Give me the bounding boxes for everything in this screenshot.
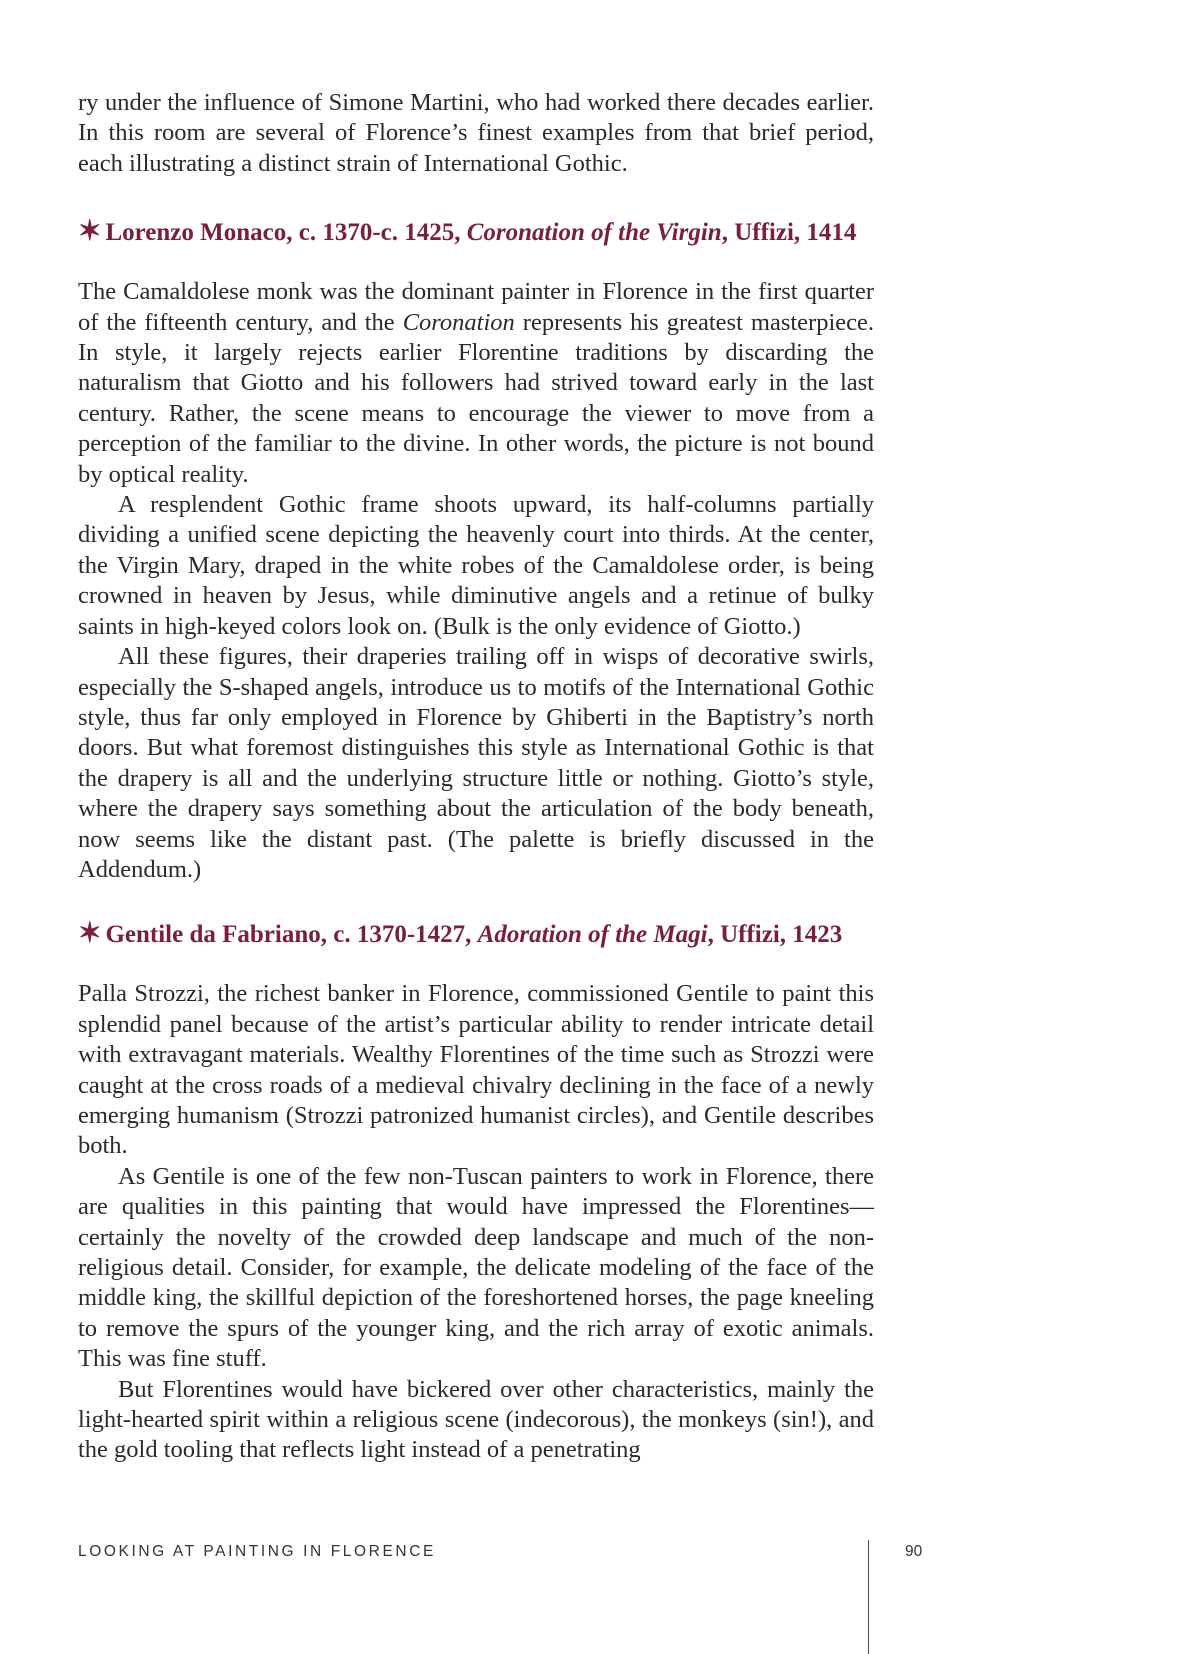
section-heading-gentile-da-fabriano (78, 919, 874, 950)
page-content (78, 88, 874, 1466)
running-footer-title: LOOKING AT PAINTING IN FLORENCE (78, 1543, 436, 1560)
heading-artwork-title: Adoration of the Magi (477, 921, 708, 949)
body-paragraph: As Gentile is one of the few non-Tuscan painters to work in Florence, there are qualities in this painting that would have impressed the Florentines—certainly the novelty of the crowded deep landscape and much of the non-religious detail. Consider, for example, the delicate modeling of the face of the middle king, the skillful depiction of the foreshortened horses, the page kneeling to remove the spurs of the younger king, and the rich array of exotic animals. This was fine stuff. (78, 1162, 874, 1373)
paragraph-text: The Camaldolese monk was the dominant painter in Florence in the first quarter of the fifteenth century, and the (78, 278, 874, 336)
page-number: 90 (905, 1543, 923, 1560)
body-paragraph: But Florentines would have bickered over other characteristics, mainly the light-hearted spirit within a religious scene (indecorous), the monkeys (sin!), and the gold tooling that reflects light instead of a penetrating (78, 1375, 874, 1464)
intro-paragraph: ry under the influence of Simone Martini, who had worked there decades earlier. In this room are several of Florence’s finest examples from that brief period, each illustrating a distinct strain of International Gothic. (78, 89, 874, 177)
paragraph-italic: Coronation (402, 308, 515, 336)
heading-artwork-title: Coronation of the Virgin (466, 219, 722, 247)
star-icon: ✶ (78, 918, 102, 950)
body-paragraph: Palla Strozzi, the richest banker in Florence, commissioned Gentile to paint this splendid panel because of the artist’s particular ability to render intricate detail with extravagant materials. Wealthy Florentines of the time such as Strozzi were caught at the cross roads of a medieval chivalry declining in the face of a newly emerging humanism (Strozzi patronized humanist circles), and Gentile describes both. (78, 980, 874, 1160)
heading-artist: Lorenzo Monaco, c. 1370-c. 1425, (105, 219, 461, 247)
heading-location-date: , Uffizi, 1414 (721, 219, 857, 247)
body-paragraph: All these figures, their draperies trailing off in wisps of decorative swirls, especially the S-shaped angels, introduce us to motifs of the International Gothic style, thus far only employed in Florence by Ghiberti in the Baptistry’s north doors. But what foremost distinguishes this style as International Gothic is that the drapery is all and the underlying structure little or nothing. Giotto’s style, where the drapery says something about the articulation of the body beneath, now seems like the distant past. (The palette is briefly discussed in the Addendum.) (78, 643, 874, 883)
section-heading-lorenzo-monaco (78, 217, 874, 248)
heading-location-date: , Uffizi, 1423 (707, 921, 843, 949)
star-icon: ✶ (78, 216, 102, 248)
body-paragraph (78, 277, 874, 490)
body-paragraph: A resplendent Gothic frame shoots upward, its half-columns partially dividing a unified scene depicting the heavenly court into thirds. At the center, the Virgin Mary, draped in the white robes of the Camaldolese order, is being crowned in heaven by Jesus, while diminutive angels and a retinue of bulky saints in high-keyed colors look on. (Bulk is the only evidence of Giotto.) (78, 491, 874, 640)
heading-artist: Gentile da Fabriano, c. 1370-1427, (105, 921, 472, 949)
paragraph-text: represents his greatest masterpiece. In style, it largely rejects earlier Florentine traditions by discarding the naturalism that Giotto and his followers had strived toward early in the last century. Rather, the scene means to encourage the viewer to move from a perception of the familiar to the divine. In other words, the picture is not bound by optical reality. (78, 308, 875, 488)
footer-divider (868, 1540, 869, 1654)
